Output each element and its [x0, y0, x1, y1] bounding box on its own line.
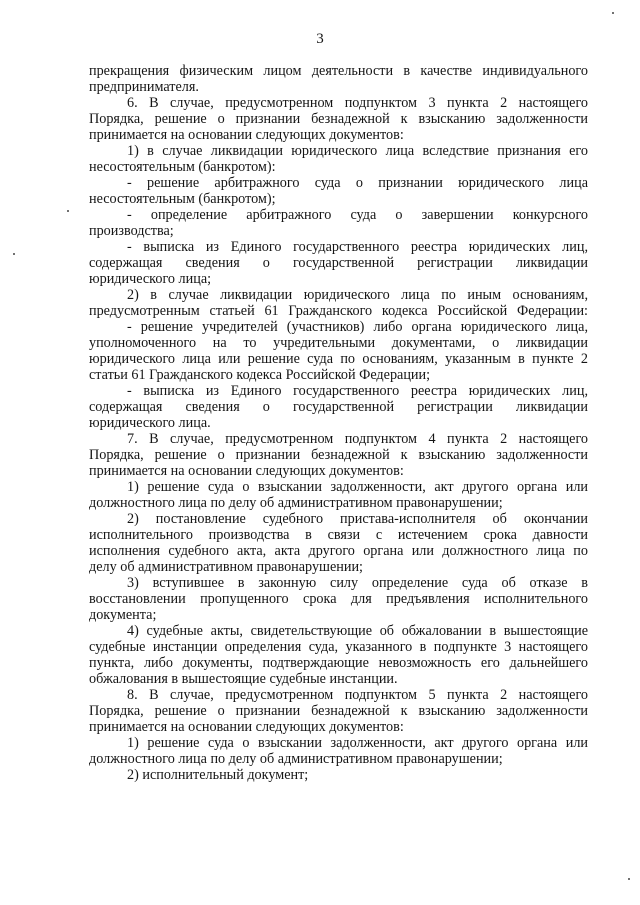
text-line: делу об административном правонарушении; — [89, 559, 364, 575]
scan-speck — [612, 12, 614, 14]
text-line: несостоятельным (банкротом); — [89, 191, 276, 207]
text-line: Порядка, решение о признании безнадежной к взысканию задолженности — [89, 703, 588, 719]
text-line: документа; — [89, 607, 157, 623]
text-line: 2) постановление судебного пристава-исполнителя об окончании — [127, 511, 588, 527]
text-line: Порядка, решение о признании безнадежной к взысканию задолженности — [89, 111, 588, 127]
text-line: юридического лица; — [89, 271, 212, 287]
text-line: юридического лица. — [89, 415, 211, 431]
text-line: 4) судебные акты, свидетельствующие об обжаловании в вышестоящие — [127, 623, 588, 639]
text-line: несостоятельным (банкротом): — [89, 159, 276, 175]
text-line: должностного лица по делу об административном правонарушении; — [89, 751, 503, 767]
text-line: производства; — [89, 223, 174, 239]
text-line: Порядка, решение о признании безнадежной к взысканию задолженности — [89, 447, 588, 463]
text-line: содержащая сведения о государственной регистрации ликвидации — [89, 399, 588, 415]
text-line: 2) в случае ликвидации юридического лица по иным основаниям, — [127, 287, 588, 303]
text-line: 2) исполнительный документ; — [127, 767, 309, 783]
text-line: уполномоченного на то учредительными документами, о ликвидации — [89, 335, 588, 351]
page-number: 3 — [316, 31, 324, 47]
text-line: принимается на основании следующих документов: — [89, 127, 404, 143]
text-line: обжалования в вышестоящие судебные инстанции. — [89, 671, 398, 687]
text-line: судебные инстанции определения суда, указанного в подпункте 3 настоящего — [89, 639, 588, 655]
text-line: пункта, либо документы, подтверждающие невозможность его дальнейшего — [89, 655, 588, 671]
text-line: - решение арбитражного суда о признании юридического лица — [127, 175, 588, 191]
text-line: восстановлении пропущенного срока для предъявления исполнительного — [89, 591, 588, 607]
text-line: исполнения судебного акта, акта другого органа или должностного лица по — [89, 543, 588, 559]
text-line: предусмотренным статьей 61 Гражданского кодекса Российской Федерации: — [89, 303, 588, 319]
text-line: содержащая сведения о государственной регистрации ликвидации — [89, 255, 588, 271]
text-line: юридического лица или решение суда по основаниям, указанным в пункте 2 — [89, 351, 588, 367]
text-line: исполнительного производства в связи с истечением срока давности — [89, 527, 588, 543]
scan-speck — [628, 878, 630, 880]
text-line: - выписка из Единого государственного реестра юридических лиц, — [127, 239, 588, 255]
text-line: 7. В случае, предусмотренном подпунктом 4 пункта 2 настоящего — [127, 431, 588, 447]
text-line: предпринимателя. — [89, 79, 199, 95]
document-body — [89, 63, 588, 783]
text-line: принимается на основании следующих документов: — [89, 463, 404, 479]
text-line: статьи 61 Гражданского кодекса Российской Федерации; — [89, 367, 431, 383]
text-line: 1) в случае ликвидации юридического лица вследствие признания его — [127, 143, 588, 159]
text-line: - решение учредителей (участников) либо органа юридического лица, — [127, 319, 588, 335]
text-line: 1) решение суда о взыскании задолженности, акт другого органа или — [127, 479, 588, 495]
text-line: принимается на основании следующих документов: — [89, 719, 404, 735]
text-line: 8. В случае, предусмотренном подпунктом 5 пункта 2 настоящего — [127, 687, 588, 703]
text-line: 6. В случае, предусмотренном подпунктом 3 пункта 2 настоящего — [127, 95, 588, 111]
text-line: - определение арбитражного суда о завершении конкурсного — [127, 207, 588, 223]
scan-speck — [13, 253, 15, 255]
text-line: - выписка из Единого государственного реестра юридических лиц, — [127, 383, 588, 399]
scan-speck — [67, 210, 69, 212]
text-line: 1) решение суда о взыскании задолженности, акт другого органа или — [127, 735, 588, 751]
text-line: 3) вступившее в законную силу определение суда об отказе в — [127, 575, 588, 591]
text-line: должностного лица по делу об административном правонарушении; — [89, 495, 503, 511]
text-line: прекращения физическим лицом деятельности в качестве индивидуального — [89, 63, 588, 79]
